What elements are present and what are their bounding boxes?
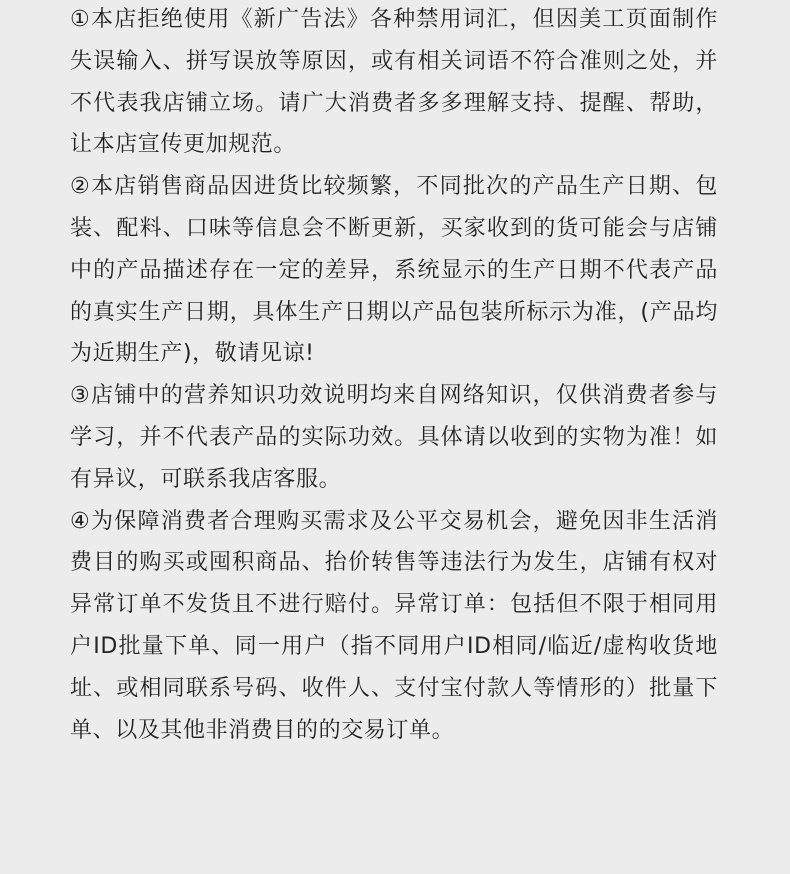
notice-clause-product-info: ②本店销售商品因进货比较频繁，不同批次的产品生产日期、包装、配料、口味等信息会不断更新，买家收到的货可能会与店铺中的产品描述存在一定的差异，系统显示的生产日期不代表产品的真实生产日期，具体生产日期以产品包装所标示为准，(产品均为近期生产)，敬请见谅! [70,174,718,367]
notice-clause-nutrition: ③店铺中的营养知识功效说明均来自网络知识，仅供消费者参与学习，并不代表产品的实际功效。具体请以收到的实物为准！如有异议，可联系我店客服。 [70,383,718,492]
notice-clause-abnormal-orders: ④为保障消费者合理购买需求及公平交易机会，避免因非生活消费目的购买或囤积商品、抬价转售等违法行为发生，店铺有权对异常订单不发货且不进行赔付。异常订单：包括但不限于相同用户ID批量下单、同一用户（指不同用户ID相同/临近/虚构收货地址、或相同联系号码、收件人、支付宝付款人等情形的）批量下单、以及其他非消费目的的交易订单。 [70,508,718,743]
store-notice [70,0,718,751]
notice-clause-advertising-law: ①本店拒绝使用《新广告法》各种禁用词汇，但因美工页面制作失误输入、拼写误放等原因，或有相关词语不符合准则之处，并不代表我店铺立场。请广大消费者多多理解支持、提醒、帮助，让本店宣传更加规范。 [70,7,718,158]
